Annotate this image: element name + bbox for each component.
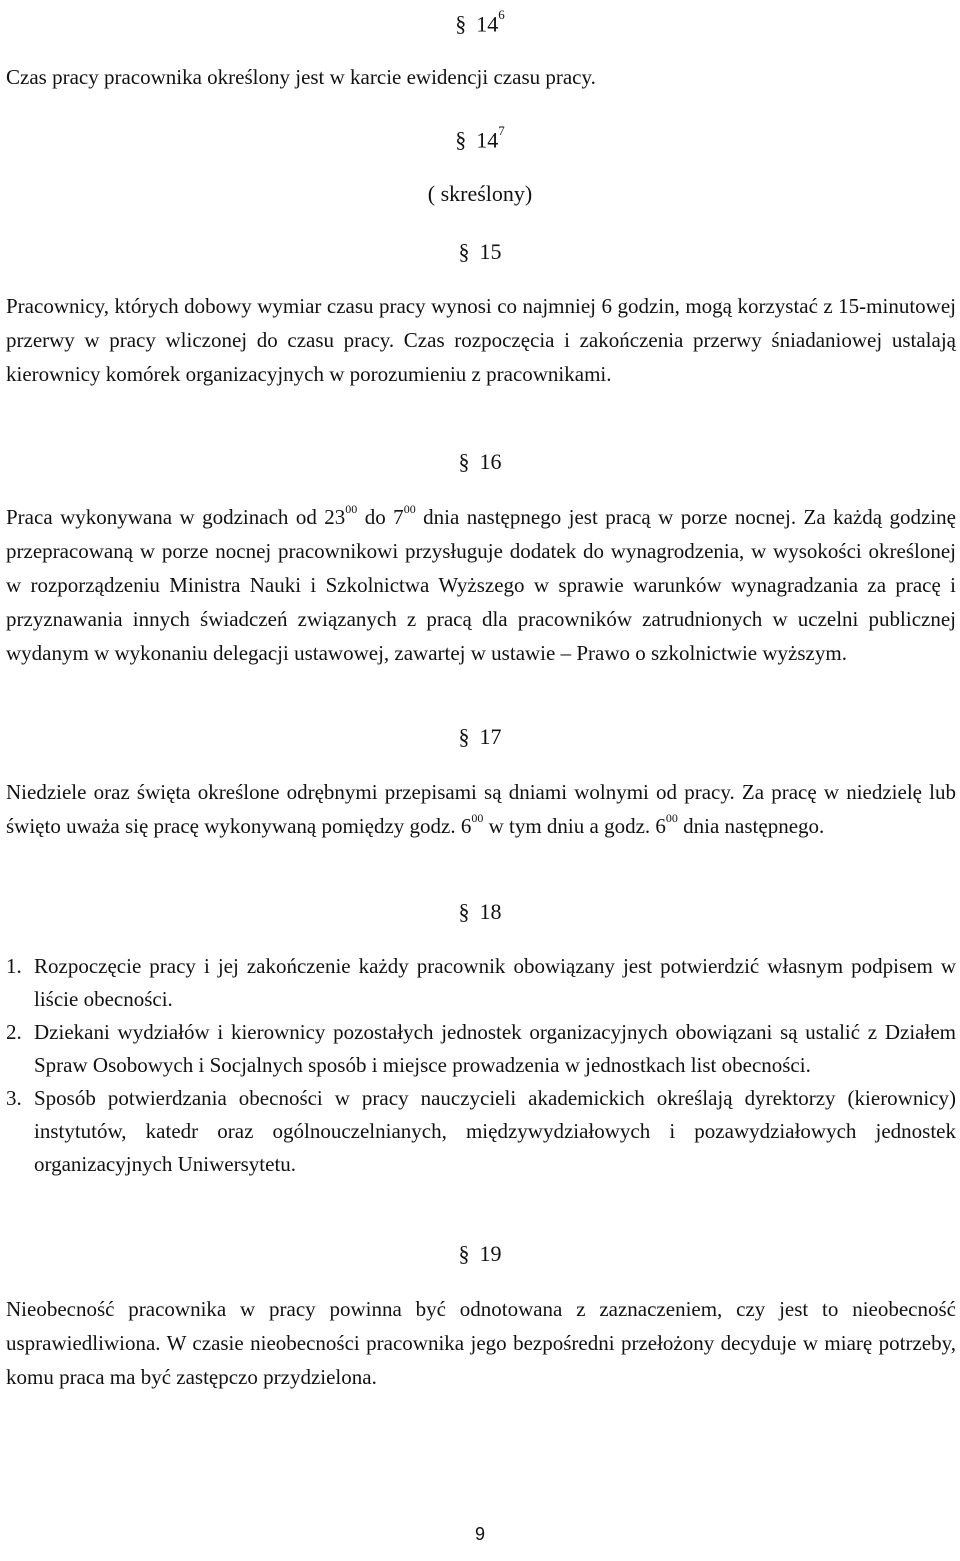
section-heading-19 [0,1241,960,1267]
paragraph-19: Nieobecność pracownika w pracy powinna być odnotowana z zaznaczeniem, czy jest to nieobecność usprawiedliwiona. W czasie nieobecności pracownika jego bezpośredni przełożony decyduje w miarę potrzeby, komu praca ma być zastępczo przydzielona. [6,1297,956,1389]
paragraph-15: Pracownicy, których dobowy wymiar czasu pracy wynosi co najmniej 6 godzin, mogą korzystać z 15-minutowej przerwy w pracy wliczonej do czasu pracy. Czas rozpoczęcia i zakończenia przerwy śniadaniowej ustalają kierownicy komórek organizacyjnych w porozumieniu z pracownikami. [6,294,956,386]
list-item-text: Sposób potwierdzania obecności w pracy nauczycieli akademickich określają dyrektorzy (kierownicy) instytutów, katedr oraz ogólnouczelnianych, międzywydziałowych i pozawydziałowych jednostek organizacyjnych Uniwersytetu. [34,1086,956,1176]
section-symbol: § [458,899,470,924]
section-number: 14 [476,11,499,37]
superscript: 00 [345,502,358,516]
paragraph-14-6: Czas pracy pracownika określony jest w karcie ewidencji czasu pracy. [6,65,596,89]
section-symbol: § [455,11,467,37]
list-item [6,950,956,1016]
section-symbol: § [458,724,470,749]
list-item [6,1016,956,1082]
text-run: Praca wykonywana w godzinach od 23 [6,505,346,529]
paragraph-16 [6,500,956,670]
section-number: 19 [479,1241,502,1266]
section-number: 16 [479,449,502,474]
struck-note: ( skreślony) [427,181,533,206]
list-item-number: 3. [6,1086,22,1110]
section-number: 18 [479,899,502,924]
section-heading-17 [0,724,960,750]
list-item-text: Rozpoczęcie pracy i jej zakończenie każdy pracownik obowiązany jest potwierdzić własnym podpisem w liście obecności. [34,954,956,1011]
section-number: 17 [479,724,502,749]
section-superscript: 6 [498,7,505,22]
text-run: dnia następnego. [677,814,825,838]
page-number: 9 [474,1524,485,1544]
text-run: w tym dniu a godz. 6 [483,814,666,838]
paragraph-17 [6,775,956,843]
section-symbol: § [458,449,470,474]
section-symbol: § [455,127,467,153]
section-heading-14-7 [0,122,960,153]
section-symbol: § [458,239,470,264]
text-run: do 7 [357,505,404,529]
section-number: 14 [476,127,499,153]
text-run: Niedziele oraz święta określone odrębnymi przepisami są dniami wolnymi od pracy. Za pracę w niedzielę lub święto uważa się pracę wykonywaną pomiędzy godz. 6 [6,780,956,838]
superscript: 00 [403,502,416,516]
list-item-number: 2. [6,1020,22,1044]
superscript: 00 [471,811,484,825]
numbered-list-18 [6,950,956,1181]
section-symbol: § [458,1241,470,1266]
list-item [6,1082,956,1181]
list-item-number: 1. [6,954,22,978]
section-number: 15 [479,239,502,264]
superscript: 00 [665,811,678,825]
section-heading-16 [0,449,960,475]
section-heading-18 [0,899,960,925]
section-heading-14-6 [0,6,960,37]
section-heading-15 [0,239,960,265]
section-superscript: 7 [498,123,505,138]
list-item-text: Dziekani wydziałów i kierownicy pozostałych jednostek organizacyjnych obowiązani są ustalić z Działem Spraw Osobowych i Socjalnych sposób i miejsce prowadzenia w jednostkach list obecności. [34,1020,956,1077]
text-run: dnia następnego jest pracą w porze nocnej. Za każdą godzinę przepracowaną w porze nocnej pracownikowi przysługuje dodatek do wynagrodzenia, w wysokości określonej w rozporządzeniu Ministra Nauki i Szkolnictwa Wyższego w sprawie warunków wynagradzania za pracę i przyznawania innych świadczeń związanych z pracą dla pracowników zatrudnionych w uczelni publicznej wydanym w wykonaniu delegacji ustawowej, zawartej w ustawie – Prawo o szkolnictwie wyższym. [6,505,956,665]
